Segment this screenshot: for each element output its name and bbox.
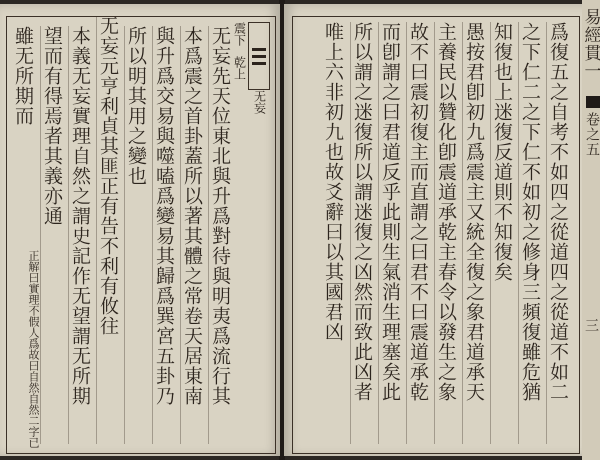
margin-title <box>580 8 600 80</box>
column-text: 知復也上迷復反道則不知復矣 <box>491 22 513 282</box>
annotation-note <box>26 250 40 448</box>
hexagram-line <box>252 55 266 58</box>
column-text: 與升爲交易與噬嗑爲變易其歸爲巽宮五卦乃 <box>153 26 175 406</box>
text-column <box>180 26 203 444</box>
hexagram-name-label <box>252 90 266 114</box>
fishtail-mark <box>586 96 600 108</box>
margin-page-number-text: 三 <box>583 318 599 333</box>
column-text: 爲復五之自考不如四之從道四之從道不如二 <box>547 22 569 402</box>
margin-volume <box>584 112 600 157</box>
trigram-upper-label <box>232 22 246 46</box>
margin-page-number <box>584 318 598 333</box>
column-text: 而卽謂之曰君道反乎此則生氣消生理塞矣此 <box>379 22 401 402</box>
column-text: 本義无妄實理自然之謂史記作无望謂无所期 <box>69 26 91 406</box>
text-column <box>518 22 541 444</box>
text-column <box>434 22 457 444</box>
text-column <box>208 26 231 444</box>
right-page <box>284 4 600 456</box>
text-column <box>40 26 63 444</box>
text-column <box>124 26 147 444</box>
text-column <box>322 22 344 444</box>
column-text: 无妄元亨利貞其匪正有告不利有攸往 <box>97 16 119 336</box>
trigram-lower-label <box>232 56 246 80</box>
column-text: 故不曰震初復主而直謂之曰君不曰震道承乾 <box>407 22 429 402</box>
column-text: 主養民以贊化卽震道承乾主春令以發生之象 <box>435 22 457 402</box>
column-text: 愚按君卽初九爲震主又統全復之象君道承天 <box>463 22 485 402</box>
hexagram-name-text: 无妄 <box>252 90 267 114</box>
annotation-note-text: 正解曰實理不假人爲故曰自然自然二字已 <box>27 250 40 448</box>
text-column <box>462 22 485 444</box>
text-column <box>546 22 569 444</box>
margin-volume-text: 卷之五 <box>584 112 600 157</box>
text-column <box>490 22 513 444</box>
column-text: 之下仁二之下仁不如初之修身三頻復雖危猶 <box>519 22 541 402</box>
trigram-lower-text: 乾上 <box>232 56 247 80</box>
column-text: 所以謂之迷復所以謂迷復之凶然而致此凶者 <box>351 22 373 402</box>
text-column <box>68 26 91 444</box>
text-column <box>378 22 401 444</box>
column-text: 望而有得焉者其義亦通 <box>41 26 63 226</box>
margin-title-text: 易經貫一 <box>580 8 600 80</box>
hexagram-line <box>252 62 266 65</box>
text-column <box>152 26 175 444</box>
left-page <box>0 4 280 456</box>
column-text: 无妄先天位東北與升爲對待與明夷爲流行其 <box>209 26 231 406</box>
outer-margin <box>582 0 600 460</box>
text-column <box>96 16 119 444</box>
trigram-upper-text: 震下 <box>232 22 247 46</box>
hexagram-symbol <box>248 22 270 90</box>
column-text: 所以明其用之變也 <box>125 26 147 186</box>
text-column <box>350 22 373 444</box>
text-column <box>406 22 429 444</box>
hexagram-line <box>252 48 266 51</box>
column-text: 唯上六非初九也故爻辭曰以其國君凶 <box>322 22 344 342</box>
column-text: 雖无所期而 <box>12 26 34 126</box>
column-text: 本爲震之首卦蓋所以著其體之常卷天居東南 <box>181 26 203 406</box>
